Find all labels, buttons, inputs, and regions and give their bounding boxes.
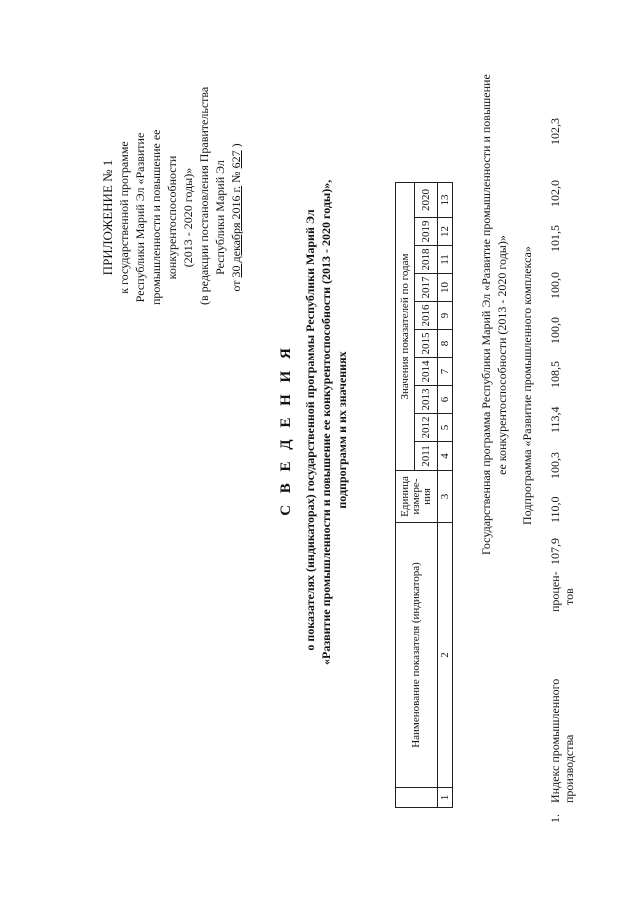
program-title-line: Государственная программа Республики Марий Эл «Развитие промышленности и повышение	[479, 74, 493, 555]
appendix-line: Республики Марий Эл	[213, 160, 227, 275]
row-value: 110,0	[548, 496, 562, 523]
heading-title: С В Е Д Е Н И Я	[278, 344, 294, 516]
header-year: 2018	[415, 246, 438, 274]
row-value: 101,5	[548, 225, 562, 252]
row-unit-line: тов	[562, 588, 576, 605]
date-prefix: от	[229, 280, 243, 292]
header-year: 2012	[415, 414, 438, 442]
row-value: 102,3	[548, 118, 562, 145]
column-number: 7	[438, 358, 453, 386]
resolution-date: 30 декабря 2016 г.	[229, 185, 243, 278]
header-year: 2020	[415, 183, 438, 218]
column-number: 3	[438, 471, 453, 523]
header-number	[396, 788, 438, 808]
row-value: 108,5	[548, 361, 562, 388]
header-year: 2019	[415, 218, 438, 246]
appendix-line: (2013 - 2020 годы)»	[181, 167, 195, 268]
header-values-by-year: Значения показателей по годам	[396, 183, 415, 471]
appendix-block	[100, 86, 244, 305]
header-year: 2014	[415, 358, 438, 386]
subprogram-title: Подпрограмма «Развитие промышленного комплекса»	[520, 246, 534, 525]
header-year: 2015	[415, 330, 438, 358]
column-number: 1	[438, 788, 453, 808]
column-number: 5	[438, 414, 453, 442]
header-year: 2013	[415, 386, 438, 414]
closing-paren: )	[229, 143, 243, 148]
header-unit: Единица измере-ния	[396, 471, 438, 523]
column-number: 4	[438, 442, 453, 471]
column-number: 13	[438, 183, 453, 218]
program-title-line: ее конкурентоспособности (2013 - 2020 годы)»	[495, 235, 509, 475]
heading-line: о показателях (индикаторах) государственной программы Республики Марий Эл	[303, 209, 317, 651]
indicators-table	[395, 182, 453, 808]
column-number: 6	[438, 386, 453, 414]
heading-line: подпрограмм и их значениях	[335, 351, 349, 509]
program-title	[478, 74, 510, 555]
header-indicator-name: Наименование показателя (индикатора)	[396, 523, 438, 788]
row-value: 113,4	[548, 406, 562, 433]
column-number: 12	[438, 218, 453, 246]
column-number: 9	[438, 302, 453, 330]
row-value: 100,3	[548, 452, 562, 479]
column-number: 11	[438, 246, 453, 274]
appendix-line: конкурентоспособности	[165, 155, 179, 280]
appendix-line: промышленности и повышение ее	[149, 129, 163, 305]
row-value: 100,0	[548, 317, 562, 344]
row-value: 100,0	[548, 272, 562, 299]
row-number: 1.	[548, 814, 562, 823]
appendix-line: к государственной программе	[117, 141, 131, 294]
row-name-line: Индекс промышленного	[548, 678, 562, 803]
appendix-line: Республики Марий Эл «Развитие	[133, 132, 147, 303]
column-number: 2	[438, 523, 453, 788]
row-value: 107,9	[548, 538, 562, 565]
heading-line: «Развитие промышленности и повышение ее конкурентоспособности (2013 - 2020 годы)»,	[319, 179, 333, 665]
row-name-line: производства	[562, 734, 576, 803]
header-year: 2017	[415, 274, 438, 302]
column-number-row	[438, 183, 453, 808]
row-unit-line: процен-	[548, 571, 562, 612]
column-number: 10	[438, 274, 453, 302]
row-value: 102,0	[548, 180, 562, 207]
number-sign: №	[229, 171, 243, 183]
resolution-date-line	[228, 130, 244, 305]
column-number: 8	[438, 330, 453, 358]
document-heading	[278, 179, 350, 665]
header-year: 2016	[415, 302, 438, 330]
resolution-number: 627	[229, 150, 243, 169]
appendix-line: (в редакции постановления Правительства	[197, 86, 211, 305]
appendix-title: ПРИЛОЖЕНИЕ № 1	[100, 159, 115, 276]
header-year: 2011	[415, 442, 438, 471]
